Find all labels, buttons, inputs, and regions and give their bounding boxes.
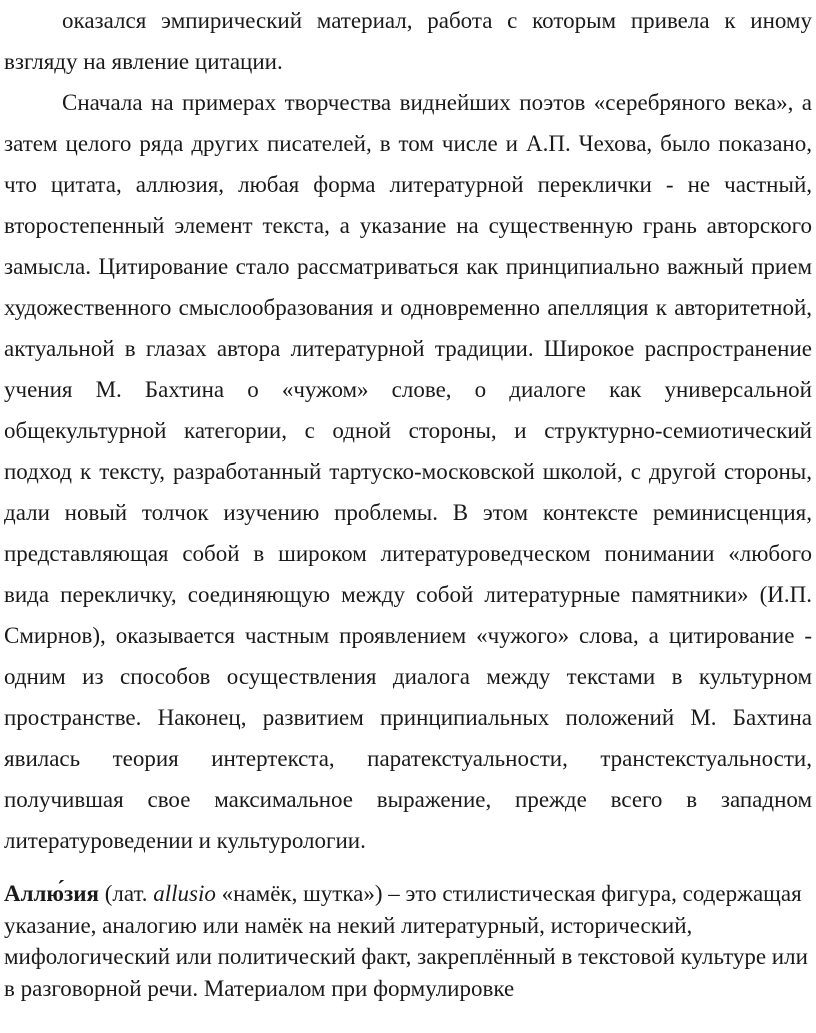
paragraph-main: Сначала на примерах творчества виднейших поэтов «серебряного века», а затем целого ряда других писателей, в том числе и А.П. Чехова, было показано, что цитата, аллюзия, любая форма литературной переклички - не частный, второстепенный элемент текста, а указание на существенную грань авторского замысла. Цитирование стало рассматриваться как принципиально важный прием художественного смыслообразования и одновременно апелляция к авторитетной, актуальной в глазах автора литературной традиции. Широкое распространение учения М. Бахтина о «чужом» слове, о диалоге как универсальной общекультурной категории, с одной стороны, и структурно-семиотический подход к тексту, разработанный тартуско-московской школой, с другой стороны, дали новый толчок изучению проблемы. В этом контексте реминисценция, представляющая собой в широком литературоведческом понимании «любого вида перекличку, соединяющую между собой литературные памятники» (И.П. Смирнов), оказывается частным проявлением «чужого» слова, а цитирование - одним из способов осуществления диалога между текстами в культурном пространстве. Наконец, развитием принципиальных положений М. Бахтина явилась теория интертекста, паратекстуальности, транстекстуальности, получившая свое максимальное выражение, прежде всего в западном литературоведении и культурологии. [4, 90, 812, 853]
definition-term: Аллю́зия [4, 881, 99, 906]
definition-latin-word: allusio [153, 881, 216, 906]
definition-block [4, 878, 812, 1004]
main-text [4, 0, 812, 861]
definition-lang-prefix: (лат. [98, 881, 154, 906]
paragraph-continuation: оказался эмпирический материал, работа с которым привела к иному взгляду на явление цитации. [4, 8, 812, 74]
definition-text: «намёк, шутка») – это стилистическая фигура, содержащая указание, аналогию или намёк на некий литературный, исторический, мифологический или политический факт, закреплённый в текстовой культуре или в разговорной речи. Материалом при формулировке [4, 881, 808, 1001]
definition-paragraph [4, 878, 812, 1004]
